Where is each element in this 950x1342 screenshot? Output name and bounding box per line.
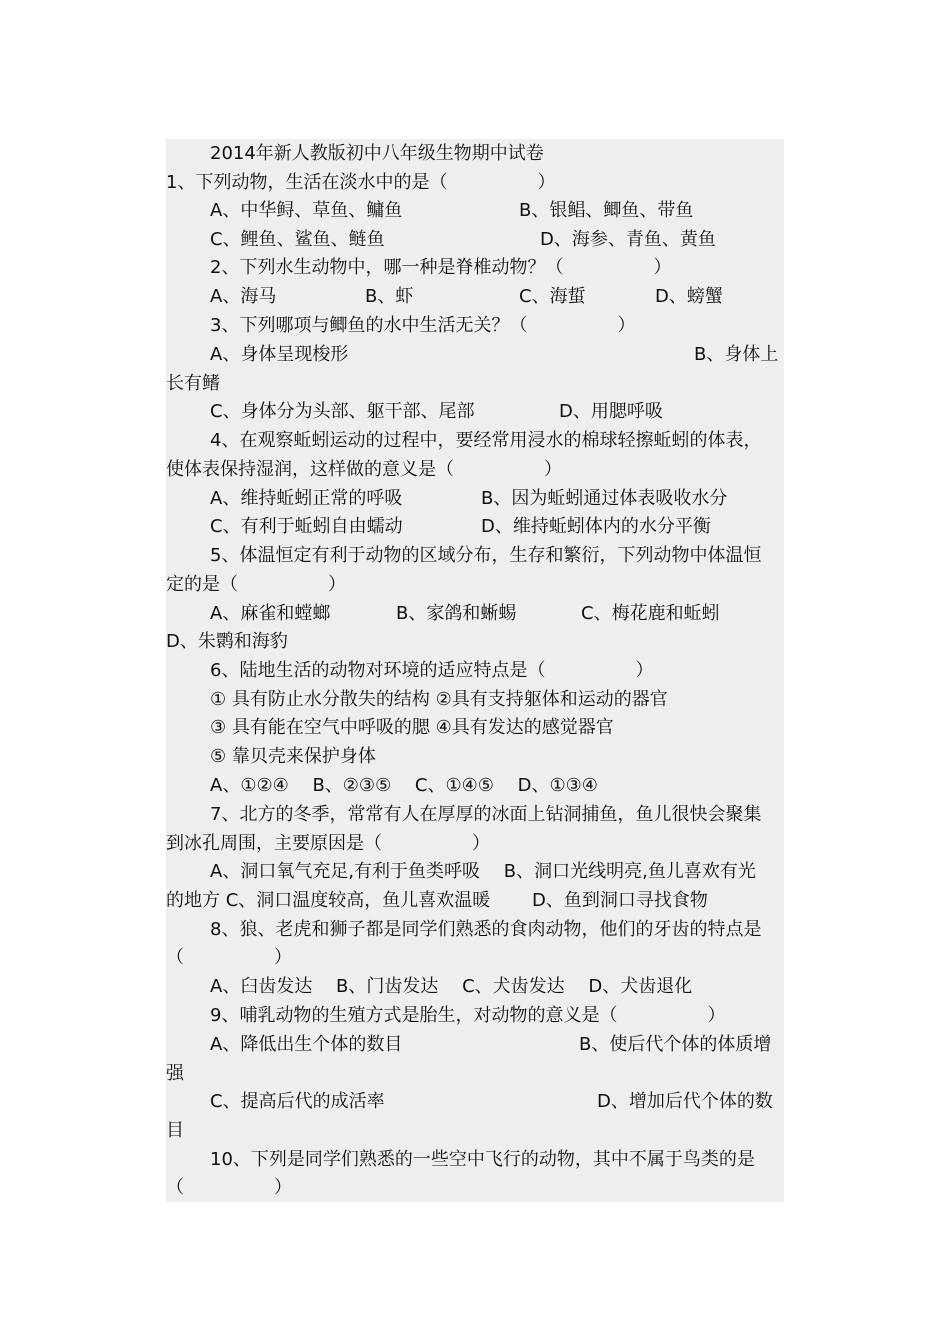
text-line: 定的是（ ） (166, 574, 346, 595)
text-line: ① 具有防止水分散失的结构 ②具有支持躯体和运动的器官 (210, 689, 668, 710)
text-line: 的地方 C、洞口温度较高，鱼儿喜欢温暖 D、鱼到洞口寻找食物 (166, 890, 708, 911)
text-line: A、臼齿发达 B、门齿发达 C、犬齿发达 D、犬齿退化 (210, 976, 693, 997)
text-line: ③ 具有能在空气中呼吸的腮 ④具有发达的感觉器官 (210, 717, 614, 738)
text-line: A、降低出生个体的数目 (210, 1034, 403, 1055)
text-line: C、身体分为头部、躯干部、尾部 (210, 401, 475, 422)
text-line: C、有利于蚯蚓自由蠕动 (210, 516, 403, 537)
text-line: B、使后代个体的体质增 (579, 1034, 772, 1055)
text-line: D、增加后代个体的数 (597, 1091, 773, 1112)
text-line: D、海参、青鱼、黄鱼 (540, 229, 716, 250)
text-line: A、麻雀和螳螂 (210, 603, 331, 624)
text-line: C、鲤鱼、鲨鱼、鲢鱼 (210, 229, 385, 250)
text-line: 6、陆地生活的动物对环境的适应特点是（ ） (210, 660, 654, 681)
text-line: 强 (166, 1063, 184, 1084)
text-line: 4、在观察蚯蚓运动的过程中，要经常用浸水的棉球轻擦蚯蚓的体表， (210, 430, 762, 451)
text-line: 2、下列水生动物中，哪一种是脊椎动物？（ ） (210, 257, 672, 278)
text-line: A、洞口氧气充足,有利于鱼类呼吸 B、洞口光线明亮,鱼儿喜欢有光 (210, 861, 756, 882)
text-line: B、身体上 (694, 344, 779, 365)
text-line: 到冰孔周围，主要原因是（ ） (166, 833, 490, 854)
text-line: A、①②④ B、②③⑤ C、①④⑤ D、①③④ (210, 775, 598, 796)
text-line: C、海蜇 (519, 286, 586, 307)
text-line: C、梅花鹿和蚯蚓 (581, 603, 720, 624)
text-line: B、银鲳、鲫鱼、带鱼 (519, 200, 694, 221)
text-line: 8、狼、老虎和狮子都是同学们熟悉的食肉动物，他们的牙齿的特点是 (210, 919, 762, 940)
text-line: B、虾 (365, 286, 414, 307)
text-line: 7、北方的冬季，常常有人在厚厚的冰面上钻洞捕鱼，鱼儿很快会聚集 (210, 804, 762, 825)
text-line: C、提高后代的成活率 (210, 1091, 385, 1112)
document-title: 2014年新人教版初中八年级生物期中试卷 (210, 143, 544, 164)
text-line: 10、下列是同学们熟悉的一些空中飞行的动物，其中不属于鸟类的是 (210, 1149, 755, 1170)
text-line: ⑤ 靠贝壳来保护身体 (210, 746, 376, 767)
text-line: （ ） (166, 1177, 292, 1198)
text-line: B、家鸽和蜥蜴 (396, 603, 517, 624)
text-line: 1、下列动物，生活在淡水中的是（ ） (166, 172, 556, 193)
text-line: 3、下列哪项与鲫鱼的水中生活无关？（ ） (210, 315, 636, 336)
text-line: D、朱鹮和海豹 (166, 631, 288, 652)
text-line: 长有鳍 (166, 373, 220, 394)
text-line: A、中华鲟、草鱼、鳙鱼 (210, 200, 403, 221)
text-line: D、螃蟹 (655, 286, 723, 307)
text-line: 9、哺乳动物的生殖方式是胎生，对动物的意义是（ ） (210, 1005, 726, 1026)
text-line: 5、体温恒定有利于动物的区域分布，生存和繁衍，下列动物中体温恒 (210, 545, 762, 566)
text-line: B、因为蚯蚓通过体表吸收水分 (481, 488, 728, 509)
text-line: A、海马 (210, 286, 277, 307)
text-line: A、身体呈现梭形 (210, 344, 349, 365)
text-line: A、维持蚯蚓正常的呼吸 (210, 488, 403, 509)
text-line: 目 (166, 1120, 184, 1141)
text-line: 使体表保持湿润，这样做的意义是（ ） (166, 459, 562, 480)
text-line: （ ） (166, 947, 292, 968)
text-line: D、用腮呼吸 (559, 401, 663, 422)
text-line: D、维持蚯蚓体内的水分平衡 (481, 516, 711, 537)
